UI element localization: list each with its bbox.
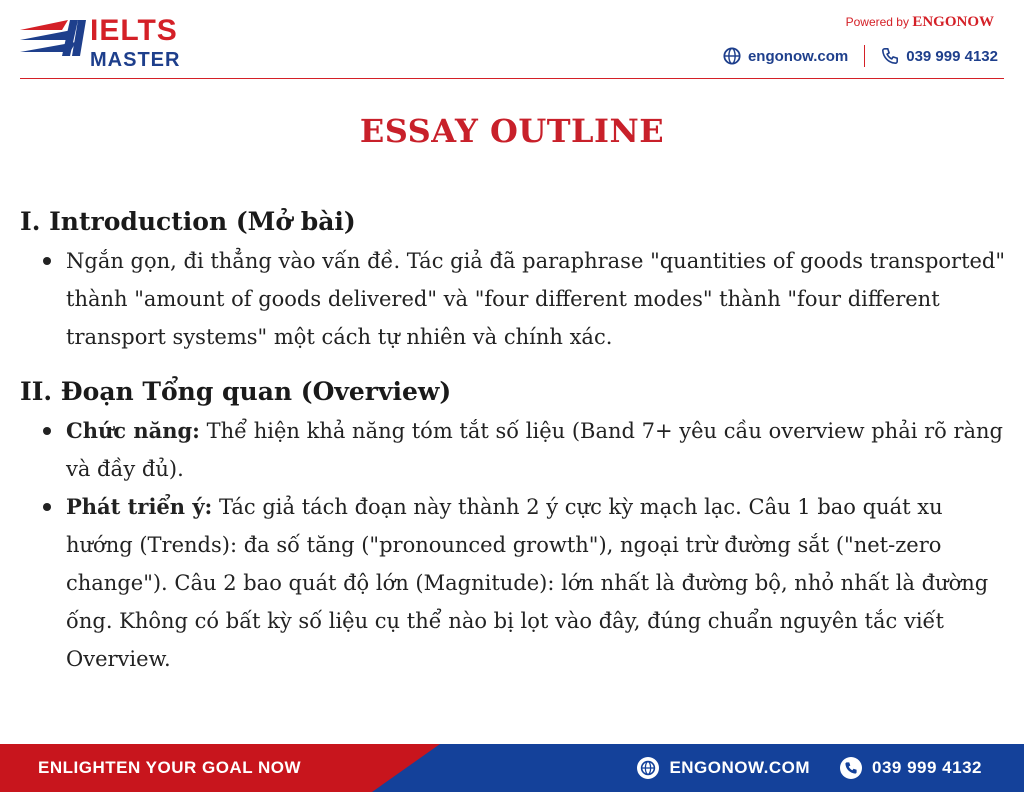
ielts-master-logo[interactable] <box>20 14 190 70</box>
section-heading: I. Introduction (Mở bài) <box>20 207 356 236</box>
bullet-text: Tác giả tách đoạn này thành 2 ý cực kỳ mạch lạc. Câu 1 bao quát xu hướng (Trends): đa số tăng ("pronounced growth"), ngoại trừ đường sắt ("net-zero change"). Câu 2 bao quát độ lớn (Magnitude): lớn nhất là đường bộ, nhỏ nhất là đường ống. Không có bất kỳ số liệu cụ thể nào bị lọt vào đây, đúng chuẩn nguyên tắc viết Overview. <box>66 495 989 671</box>
section-introduction <box>20 202 1010 356</box>
bullet-label: Phát triển ý: <box>66 494 213 519</box>
footer-website-link[interactable] <box>637 757 810 779</box>
logo-text-master: MASTER <box>90 49 181 71</box>
header-contact-divider <box>864 45 865 67</box>
logo-text-ielts: IELTS <box>90 14 178 47</box>
bullet-text: Thể hiện khả năng tóm tắt số liệu (Band 7+ yêu cầu overview phải rõ ràng và đầy đủ). <box>66 419 1003 481</box>
header-divider <box>20 78 1004 79</box>
powered-by-prefix: Powered by <box>845 15 913 29</box>
bullet-dot-icon <box>43 427 51 435</box>
list-item <box>20 488 1010 678</box>
list-item <box>20 412 1010 488</box>
globe-icon <box>637 757 659 779</box>
header-phone-link[interactable] <box>881 47 998 65</box>
bullet-list <box>20 242 1010 356</box>
logo-emblem-icon <box>20 16 86 66</box>
powered-by <box>846 14 994 31</box>
phone-icon <box>881 47 899 65</box>
bullet-dot-icon <box>43 257 51 265</box>
bullet-list <box>20 412 1010 678</box>
powered-by-brand: ENGONOW <box>912 14 994 30</box>
header-phone-text: 039 999 4132 <box>906 47 998 65</box>
page-title: ESSAY OUTLINE <box>359 112 665 150</box>
footer-phone-text: 039 999 4132 <box>872 758 982 777</box>
footer-website-text: ENGONOW.COM <box>669 758 810 777</box>
header-contact <box>723 44 998 68</box>
page-footer <box>0 744 1024 792</box>
bullet-text: Ngắn gọn, đi thẳng vào vấn đề. Tác giả đã paraphrase "quantities of goods transported" thành "amount of goods delivered" và "four different modes" thành "four different transport systems" một cách tự nhiên và chính xác. <box>66 249 1006 349</box>
list-item <box>20 242 1010 356</box>
bullet-dot-icon <box>43 503 51 511</box>
essay-outline-content <box>20 202 1010 678</box>
bullet-label: Chức năng: <box>66 418 200 443</box>
section-heading: II. Đoạn Tổng quan (Overview) <box>20 377 452 406</box>
header-website-link[interactable] <box>723 47 848 65</box>
globe-icon <box>723 47 741 65</box>
phone-icon <box>840 757 862 779</box>
footer-phone-link[interactable] <box>840 757 982 779</box>
header-website-text: engonow.com <box>747 47 849 65</box>
section-overview <box>20 372 1010 678</box>
footer-slogan: ENLIGHTEN YOUR GOAL NOW <box>38 758 302 777</box>
page-header <box>0 0 1024 80</box>
footer-contact <box>637 744 982 792</box>
